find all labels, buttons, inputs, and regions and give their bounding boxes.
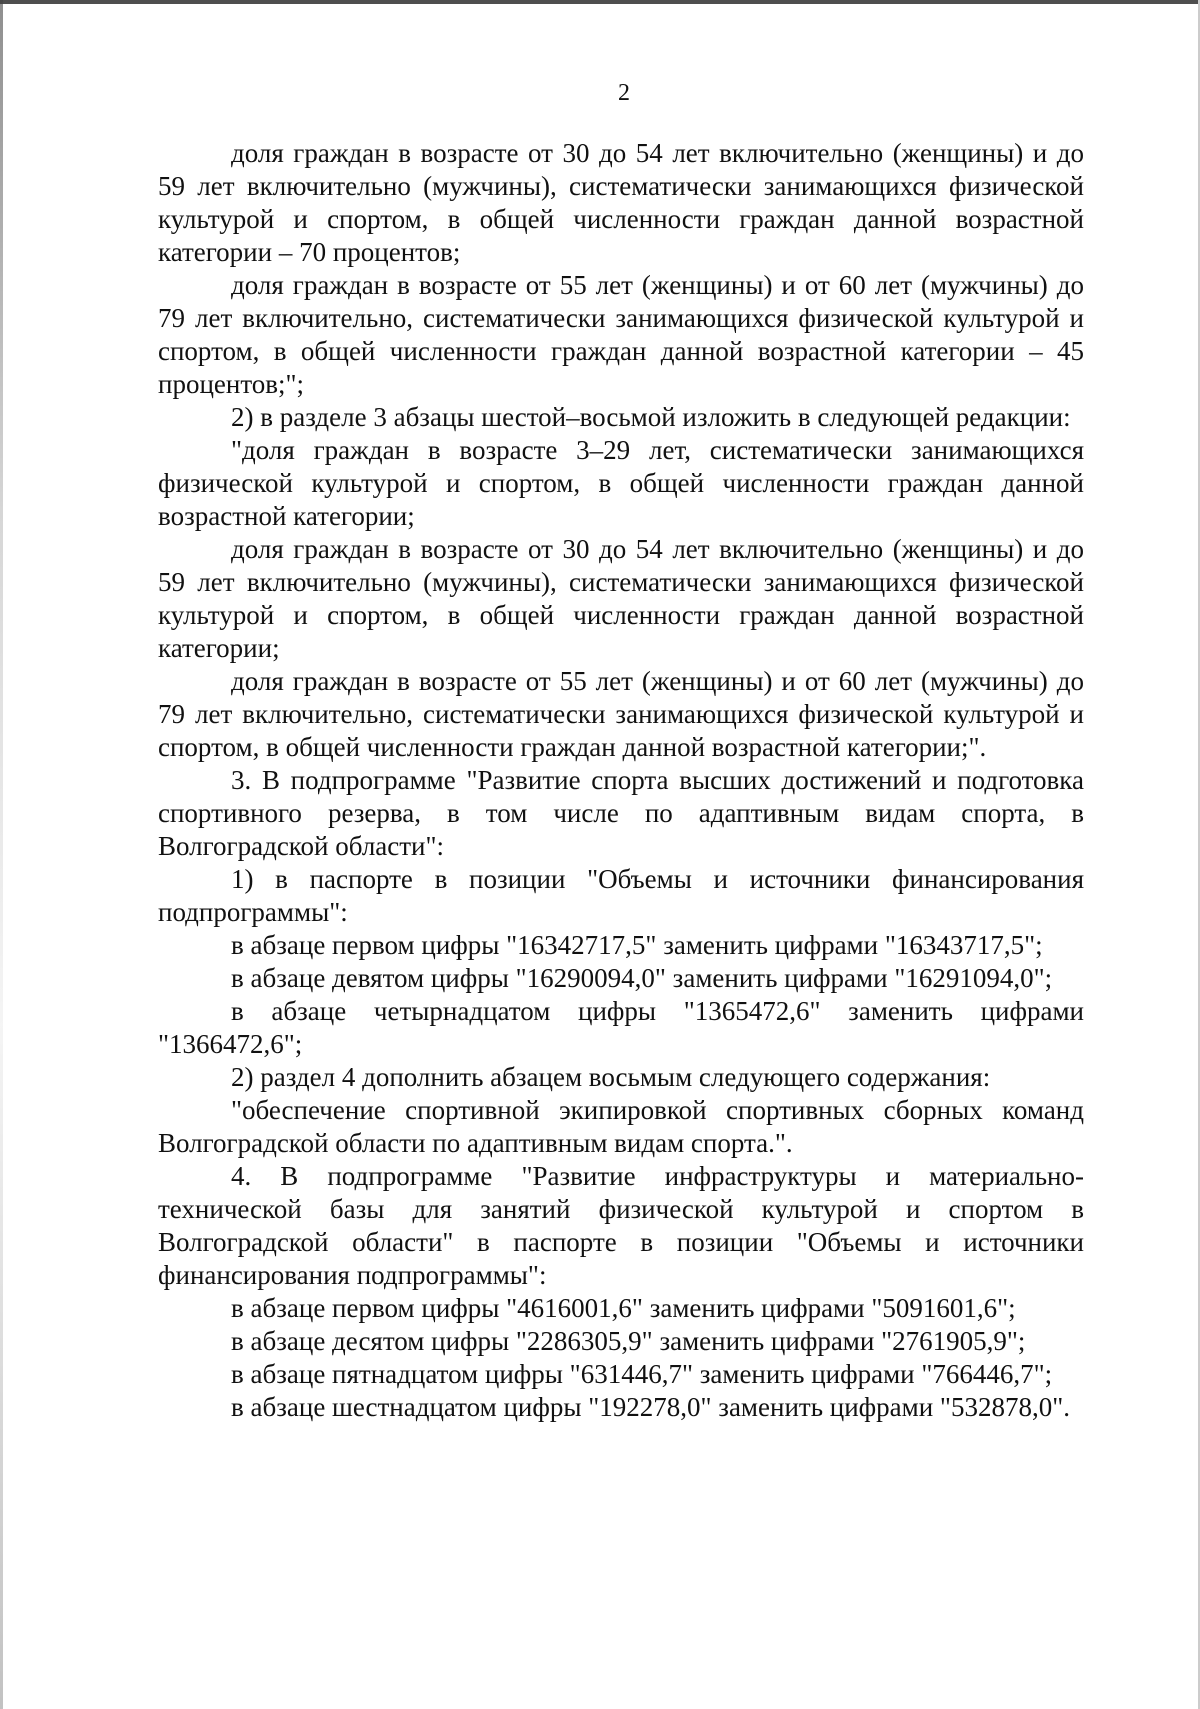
paragraph-4: "доля граждан в возрасте 3–29 лет, систематически занимающихся физической культурой и спортом, в общей численности граждан данной возрастной категории; <box>158 435 1084 531</box>
paragraph-15: в абзаце первом цифры "4616001,6" заменить цифрами "5091601,6"; <box>231 1293 1016 1323</box>
paragraph-11: в абзаце четырнадцатом цифры "1365472,6" заменить цифрами "1366472,6"; <box>158 996 1084 1059</box>
paragraph-9: в абзаце первом цифры "16342717,5" заменить цифрами "16343717,5"; <box>231 930 1043 960</box>
paragraph-16: в абзаце десятом цифры "2286305,9" заменить цифрами "2761905,9"; <box>231 1326 1026 1356</box>
paragraph-3: 2) в разделе 3 абзацы шестой–восьмой изложить в следующей редакции: <box>231 402 1071 432</box>
paragraph-14: 4. В подпрограмме "Развитие инфраструктуры и материально-технической базы для занятий физической культурой и спортом в Волгоградской области" в паспорте в позиции "Объемы и источники финансирования подпрограммы": <box>158 1161 1084 1290</box>
paragraph-2: доля граждан в возрасте от 55 лет (женщины) и от 60 лет (мужчины) до 79 лет включительно, систематически занимающихся физической культурой и спортом, в общей численности граждан данной возрастной категории – 45 процентов;"; <box>158 270 1084 399</box>
paragraph-10: в абзаце девятом цифры "16290094,0" заменить цифрами "16291094,0"; <box>231 963 1053 993</box>
scan-edge-top <box>0 0 1200 4</box>
paragraph-5: доля граждан в возрасте от 30 до 54 лет включительно (женщины) и до 59 лет включительно (мужчины), систематически занимающихся физической культурой и спортом, в общей численности граждан данной возрастной категории; <box>158 534 1084 663</box>
paragraph-7: 3. В подпрограмме "Развитие спорта высших достижений и подготовка спортивного резерва, в том числе по адаптивным видам спорта, в Волгоградской области": <box>158 765 1084 861</box>
paragraph-17: в абзаце пятнадцатом цифры "631446,7" заменить цифрами "766446,7"; <box>231 1359 1053 1389</box>
paragraph-12: 2) раздел 4 дополнить абзацем восьмым следующего содержания: <box>231 1062 991 1092</box>
paragraph-8: 1) в паспорте в позиции "Объемы и источники финансирования подпрограммы": <box>158 864 1084 927</box>
paragraph-18: в абзаце шестнадцатом цифры "192278,0" заменить цифрами "532878,0". <box>231 1392 1070 1422</box>
paragraph-1: доля граждан в возрасте от 30 до 54 лет включительно (женщины) и до 59 лет включительно (мужчины), систематически занимающихся физической культурой и спортом, в общей численности граждан данной возрастной категории – 70 процентов; <box>158 138 1084 267</box>
page-number: 2 <box>618 80 630 106</box>
paragraph-6: доля граждан в возрасте от 55 лет (женщины) и от 60 лет (мужчины) до 79 лет включительно, систематически занимающихся физической культурой и спортом, в общей численности граждан данной возрастной категории;". <box>158 666 1084 762</box>
document-body <box>158 137 1084 1424</box>
scan-edge-left <box>0 0 3 1709</box>
paragraph-13: "обеспечение спортивной экипировкой спортивных сборных команд Волгоградской области по адаптивным видам спорта.". <box>158 1095 1084 1158</box>
